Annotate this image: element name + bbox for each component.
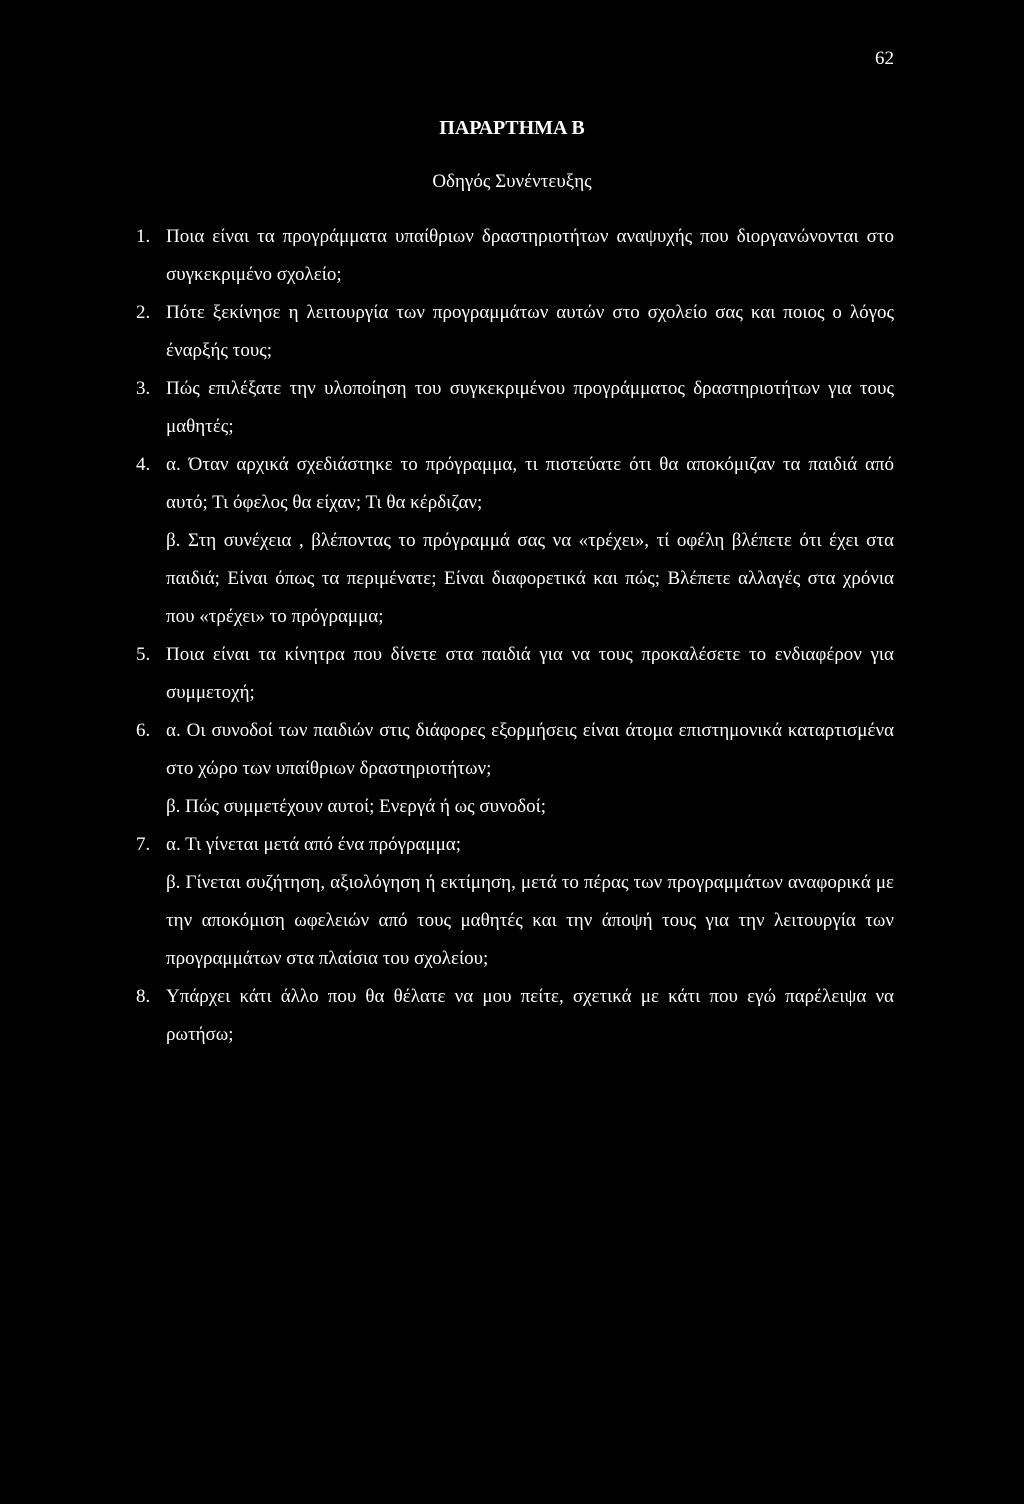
question-text: β. Γίνεται συζήτηση, αξιολόγηση ή εκτίμηση, μετά το πέρας των προγραμμάτων αναφορικά με την αποκόμιση ωφελειών από τους μαθητές και την άποψή τους για την λειτουργία των προγραμμάτων στα πλαίσια του σχολείου; [166,872,894,969]
question-item [0,446,894,522]
question-item [0,218,894,294]
question-number: 7. [136,834,151,855]
question-item [0,826,894,864]
question-text: Ποια είναι τα κίνητρα που δίνετε στα παιδιά για να τους προκαλέσετε το ενδιαφέρον για συμμετοχή; [166,644,894,703]
question-text: Πώς επιλέξατε την υλοποίηση του συγκεκριμένου προγράμματος δραστηριοτήτων για τους μαθητές; [166,378,894,437]
question-subitem [0,864,894,978]
question-text: α. Όταν αρχικά σχεδιάστηκε το πρόγραμμα, τι πιστεύατε ότι θα αποκόμιζαν τα παιδιά από αυτό; Τι όφελος θα είχαν; Τι θα κέρδιζαν; [166,454,894,513]
question-item [0,370,894,446]
question-number: 4. [136,454,151,475]
question-item [0,712,894,788]
question-text: Ποια είναι τα προγράμματα υπαίθριων δραστηριοτήτων αναψυχής που διοργανώνονται στο συγκεκριμένο σχολείο; [166,226,894,285]
question-subitem [0,788,894,826]
page-subtitle: Οδηγός Συνέντευξης [432,171,592,192]
question-text: α. Οι συνοδοί των παιδιών στις διάφορες εξορμήσεις είναι άτομα επιστημονικά καταρτισμένα στο χώρο των υπαίθριων δραστηριοτήτων; [166,720,894,779]
question-item [0,636,894,712]
question-text: α. Τι γίνεται μετά από ένα πρόγραμμα; [166,834,462,855]
question-item [0,294,894,370]
question-number: 8. [136,986,151,1007]
question-item [0,978,894,1054]
page-number: 62 [875,48,894,69]
question-list [0,218,1024,1054]
question-text: β. Στη συνέχεια , βλέποντας το πρόγραμμά σας να «τρέχει», τί οφέλη βλέπετε ότι έχει στα παιδιά; Είναι όπως τα περιμένατε; Είναι διαφορετικά και πώς; Βλέπετε αλλαγές στα χρόνια που «τρέχει» το πρόγραμμα; [166,530,894,627]
question-subitem [0,522,894,636]
question-number: 2. [136,302,151,323]
question-number: 6. [136,720,151,741]
question-text: Πότε ξεκίνησε η λειτουργία των προγραμμάτων αυτών στο σχολείο σας και ποιος ο λόγος έναρξής τους; [166,302,894,361]
question-number: 5. [136,644,151,665]
question-number: 1. [136,226,151,247]
question-text: Υπάρχει κάτι άλλο που θα θέλατε να μου πείτε, σχετικά με κάτι που εγώ παρέλειψα να ρωτήσω; [166,986,894,1045]
page-title: ΠΑΡΑΡΤΗΜΑ Β [439,117,585,139]
question-number: 3. [136,378,151,399]
question-text: β. Πώς συμμετέχουν αυτοί; Ενεργά ή ως συνοδοί; [166,796,546,817]
